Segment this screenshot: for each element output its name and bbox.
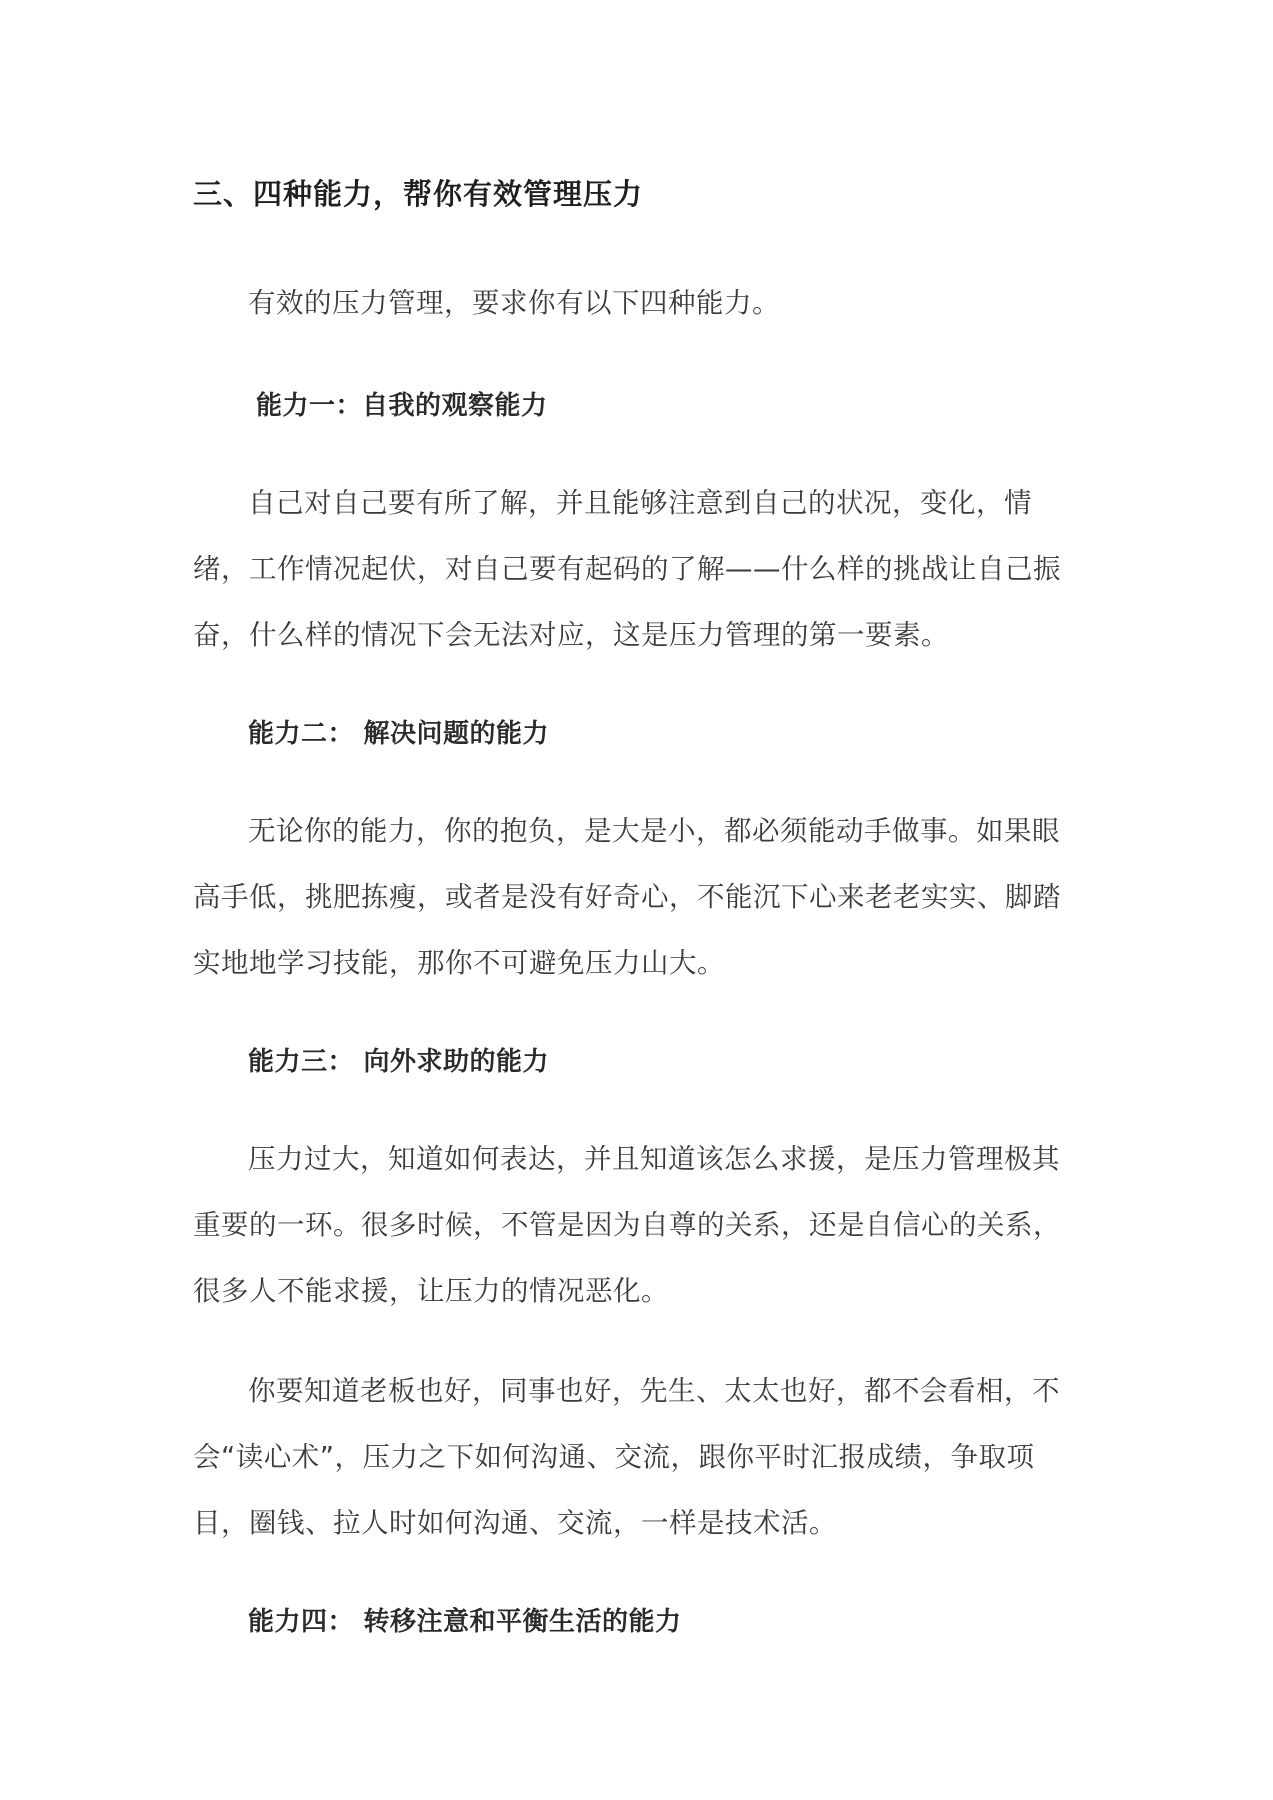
ability-4-heading: 能力四： 转移注意和平衡生活的能力 <box>248 1607 682 1637</box>
ability-1-paragraph: 自己对自己要有所了解，并且能够注意到自己的状况，变化，情绪，工作情况起伏，对自己要有起码的了解——什么样的挑战让自己振奋，什么样的情况下会无法对应，这是压力管理的第一要素。 <box>193 487 1061 651</box>
ability-3-paragraph-1: 压力过大，知道如何表达，并且知道该怎么求援，是压力管理极其重要的一环。很多时候，不管是因为自尊的关系，还是自信心的关系，很多人不能求援，让压力的情况恶化。 <box>193 1143 1061 1307</box>
ability-1-heading: 能力一：自我的观察能力 <box>256 391 548 421</box>
document-content <box>193 160 1073 1642</box>
section-title: 三、四种能力，帮你有效管理压力 <box>193 177 644 211</box>
ability-2-heading: 能力二： 解决问题的能力 <box>248 719 550 749</box>
ability-3-heading: 能力三： 向外求助的能力 <box>248 1047 550 1077</box>
intro-paragraph: 有效的压力管理，要求你有以下四种能力。 <box>248 287 780 319</box>
ability-3-paragraph-2: 你要知道老板也好，同事也好，先生、太太也好，都不会看相，不会“读心术”，压力之下如何沟通、交流，跟你平时汇报成绩，争取项目，圈钱、拉人时如何沟通、交流，一样是技术活。 <box>193 1375 1060 1539</box>
ability-2-paragraph: 无论你的能力，你的抱负，是大是小，都必须能动手做事。如果眼高手低，挑肥拣瘦，或者是没有好奇心，不能沉下心来老老实实、脚踏实地地学习技能，那你不可避免压力山大。 <box>193 815 1061 979</box>
